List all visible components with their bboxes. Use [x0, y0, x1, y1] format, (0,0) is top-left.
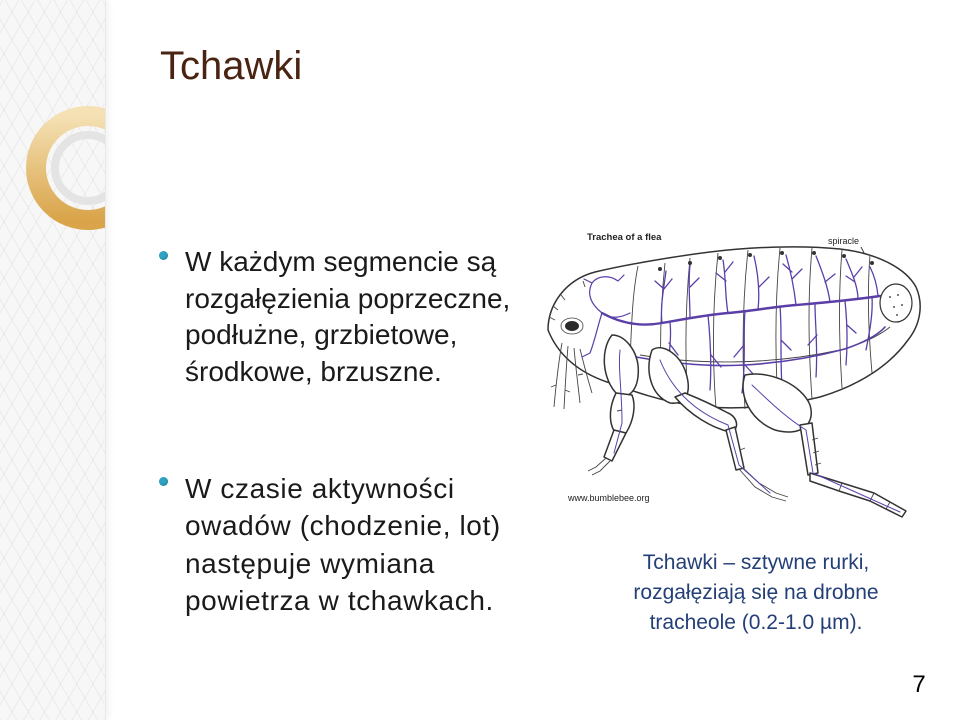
- bullet-text-line: W czasie aktywności: [185, 473, 455, 504]
- flea-body-outline: [548, 247, 920, 408]
- slide-number: 7: [912, 671, 926, 698]
- mid-leg-tarsus: [739, 468, 788, 501]
- slide-title: Tchawki: [160, 44, 303, 88]
- caption-line: rozgałęziają się na drobne: [633, 581, 879, 604]
- caption-line: Tchawki – sztywne rurki,: [642, 551, 870, 574]
- figure-source-url: www.bumblebee.org: [568, 493, 650, 503]
- decorative-ring: [0, 95, 105, 245]
- bullet-dot-icon: [159, 251, 168, 260]
- bullet-text-line: podłużne, grzbietowe,: [185, 319, 458, 350]
- figure-heading: Trachea of a flea: [587, 232, 662, 243]
- bullet-text-line: W każdym segmencie są: [185, 246, 497, 277]
- eye-icon: [565, 321, 579, 331]
- mid-leg-tibia: [726, 427, 744, 470]
- bullet-text-line: następuje wymiana: [185, 547, 435, 579]
- ring-inner-gray: [55, 135, 105, 201]
- bullet-text-line: owadów (chodzenie, lot): [185, 510, 501, 542]
- caption-line: tracheole (0.2-1.0 µm).: [649, 611, 863, 634]
- figure-caption: [600, 548, 912, 638]
- bullet-text-line: rozgałęzienia poprzeczne,: [185, 282, 511, 314]
- bullet-item: [159, 244, 510, 390]
- bullet-dot-icon: [159, 477, 168, 486]
- hind-leg-tarsus: [810, 473, 906, 517]
- bullet-text-line: powietrza w tchawkach.: [185, 584, 494, 616]
- sensilium: [880, 284, 912, 322]
- spiracle-label: spiracle: [828, 236, 860, 246]
- front-leg-tibia: [604, 430, 626, 461]
- flea-illustration: [540, 225, 930, 525]
- flea-trachea-figure: [540, 225, 930, 525]
- ring-outer-gold: [36, 116, 105, 220]
- bullet-text-line: środkowe, brzuszne.: [185, 355, 442, 387]
- front-leg-tarsus: [588, 458, 610, 475]
- bullet-item: [159, 470, 501, 619]
